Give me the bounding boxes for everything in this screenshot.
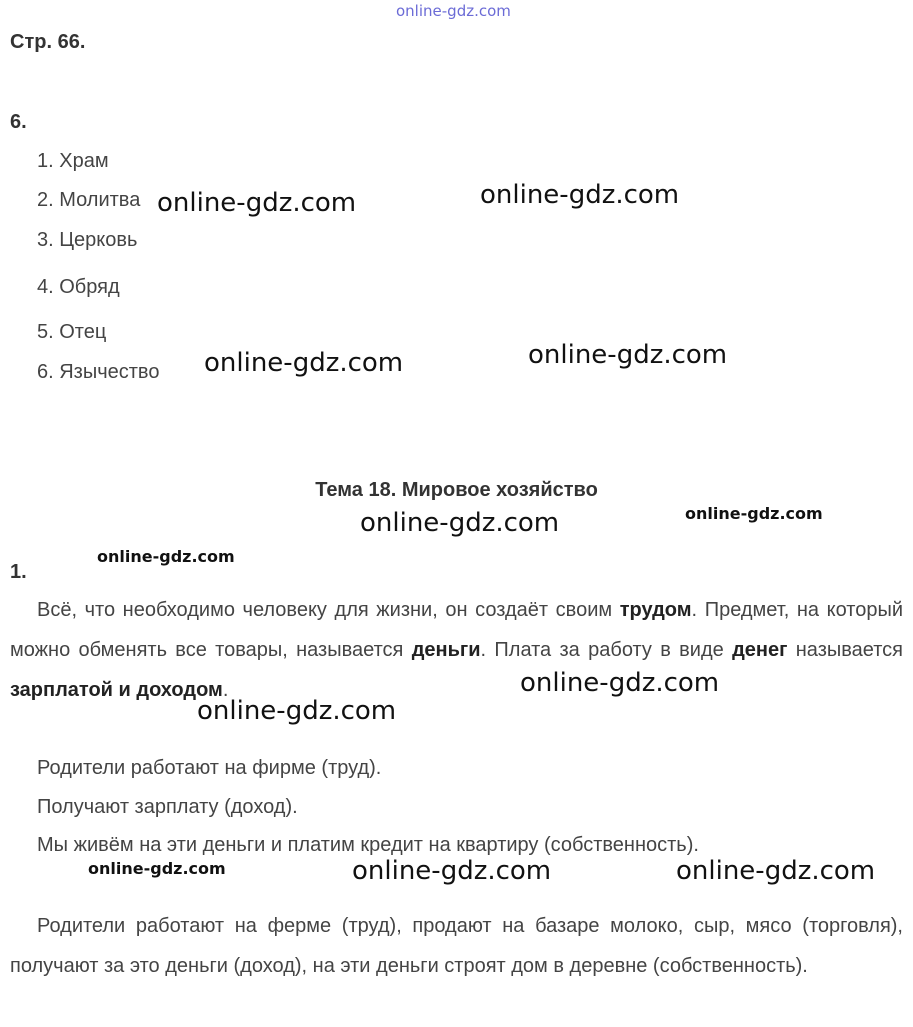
watermark: online-gdz.com xyxy=(204,348,404,378)
list-item: 4. Обряд xyxy=(37,276,120,298)
topic-title: Тема 18. Мировое хозяйство xyxy=(315,479,598,501)
text-line: Родители работают на фирме (труд). xyxy=(37,757,382,779)
watermark: online-gdz.com xyxy=(157,188,357,218)
watermark: online-gdz.com xyxy=(676,856,876,886)
list-item: 6. Язычество xyxy=(37,361,160,383)
watermark: online-gdz.com xyxy=(360,508,560,538)
task1-number: 1. xyxy=(10,561,27,583)
page-heading: Стр. 66. xyxy=(10,31,86,53)
watermark: online-gdz.com xyxy=(197,696,397,726)
list-item: 1. Храм xyxy=(37,150,109,172)
task1-paragraph-2: Родители работают на ферме (труд), продают на базаре молоко, сыр, мясо (торговля), получают за это деньги (доход), на эти деньги строят дом в деревне (собственность). xyxy=(10,915,903,977)
text-line: Получают зарплату (доход). xyxy=(37,796,298,818)
watermark: online-gdz.com xyxy=(352,856,552,886)
top-watermark: online-gdz.com xyxy=(396,2,511,20)
watermark: online-gdz.com xyxy=(685,504,823,523)
list-item: 3. Церковь xyxy=(37,229,138,251)
task1-paragraph: Всё, что необходимо человеку для жизни, он создаёт своим трудом. Предмет, на который можно обменять все товары, называется деньги. Плата за работу в виде денег называется зарплатой и доходом. xyxy=(10,599,904,701)
watermark: online-gdz.com xyxy=(97,547,235,566)
list-item: 2. Молитва xyxy=(37,189,141,211)
text-line: Мы живём на эти деньги и платим кредит на квартиру (собственность). xyxy=(37,834,699,856)
list-item: 5. Отец xyxy=(37,321,107,343)
watermark: online-gdz.com xyxy=(480,180,680,210)
task6-number: 6. xyxy=(10,111,27,133)
watermark: online-gdz.com xyxy=(520,668,720,698)
watermark: online-gdz.com xyxy=(88,859,226,878)
watermark: online-gdz.com xyxy=(528,340,728,370)
